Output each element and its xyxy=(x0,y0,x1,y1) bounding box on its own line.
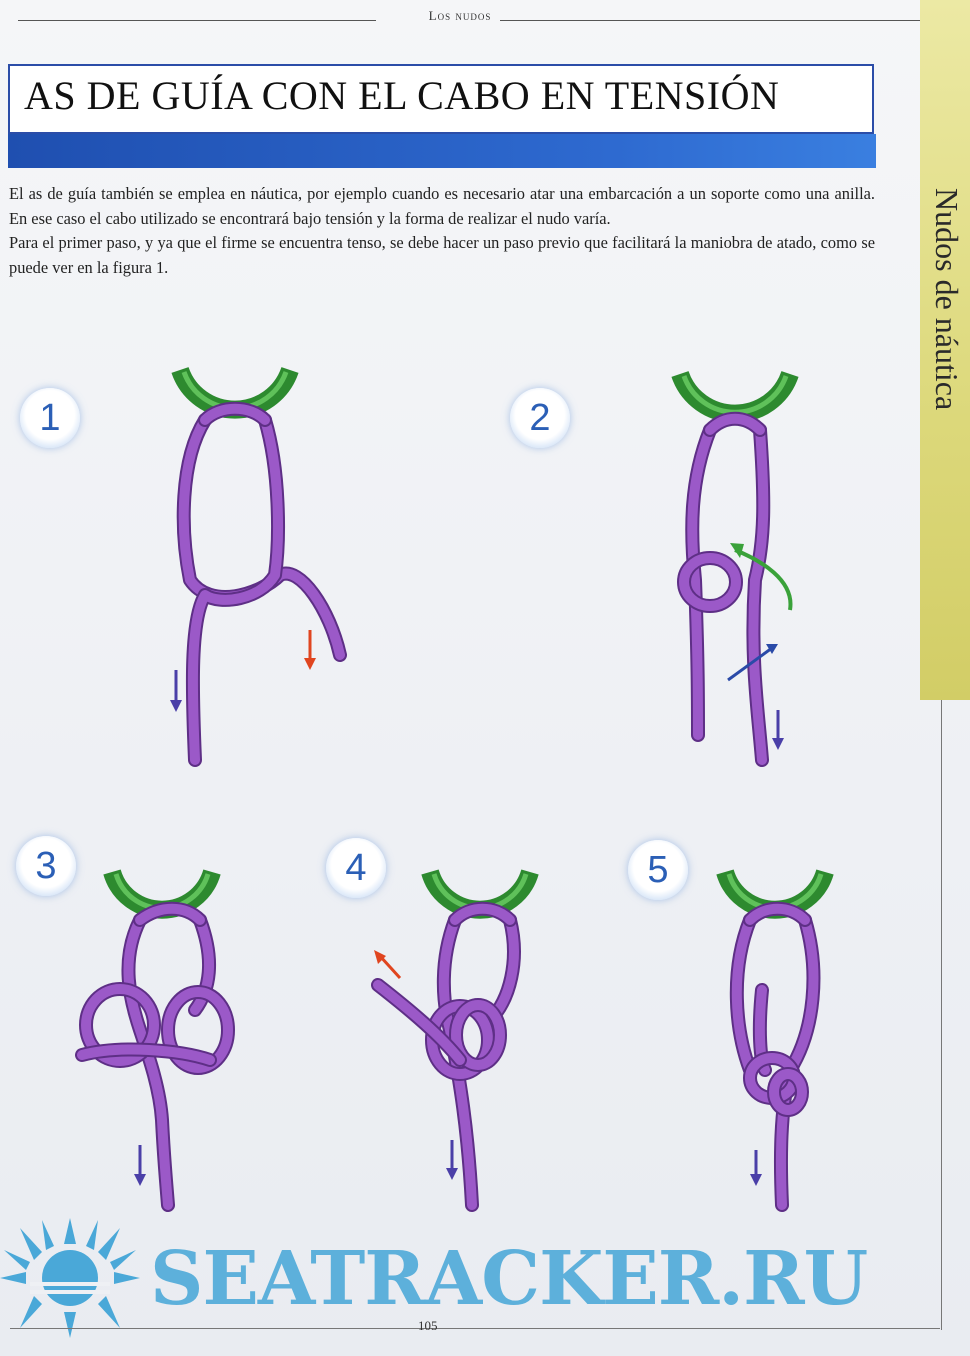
figure-1-illustration xyxy=(150,360,370,780)
figure-5-illustration xyxy=(690,860,870,1220)
footer-rule xyxy=(10,1328,940,1329)
title-box xyxy=(8,64,874,134)
sun-logo-icon xyxy=(0,1218,150,1338)
figure-4-illustration xyxy=(360,860,560,1220)
right-margin-rule xyxy=(941,700,942,1330)
page-number: 105 xyxy=(418,1318,438,1333)
step-1-badge: 1 xyxy=(20,388,80,448)
figure-2-illustration xyxy=(650,360,830,780)
title-color-bar xyxy=(8,134,876,168)
header-rule-right xyxy=(500,20,920,21)
watermark-text: SEATRACKER.RU xyxy=(150,1236,868,1322)
step-5-badge: 5 xyxy=(628,840,688,900)
intro-text xyxy=(9,182,875,280)
running-head: Los nudos xyxy=(428,8,492,23)
step-3-badge: 3 xyxy=(16,836,76,896)
paragraph-2: Para el primer paso, y ya que el firme se encuentra tenso, se debe hacer un paso previo que facilitará la maniobra de atado, como se puede ver en la figura 1. xyxy=(9,233,875,277)
section-side-tab-label: Nudos de náutica xyxy=(929,188,965,411)
figure-3-illustration xyxy=(70,860,250,1220)
page-title: AS DE GUÍA CON EL CABO EN TENSIÓN xyxy=(24,73,780,118)
paragraph-1: El as de guía también se emplea en náutica, por ejemplo cuando es necesario atar una embarcación a un soporte como una anilla. En ese caso el cabo utilizado se encontrará bajo tensión y la forma de realizar el nudo varía. xyxy=(9,184,875,228)
step-2-badge: 2 xyxy=(510,388,570,448)
arrow-diagonal-red-icon xyxy=(380,956,400,978)
step-4-badge: 4 xyxy=(326,838,386,898)
